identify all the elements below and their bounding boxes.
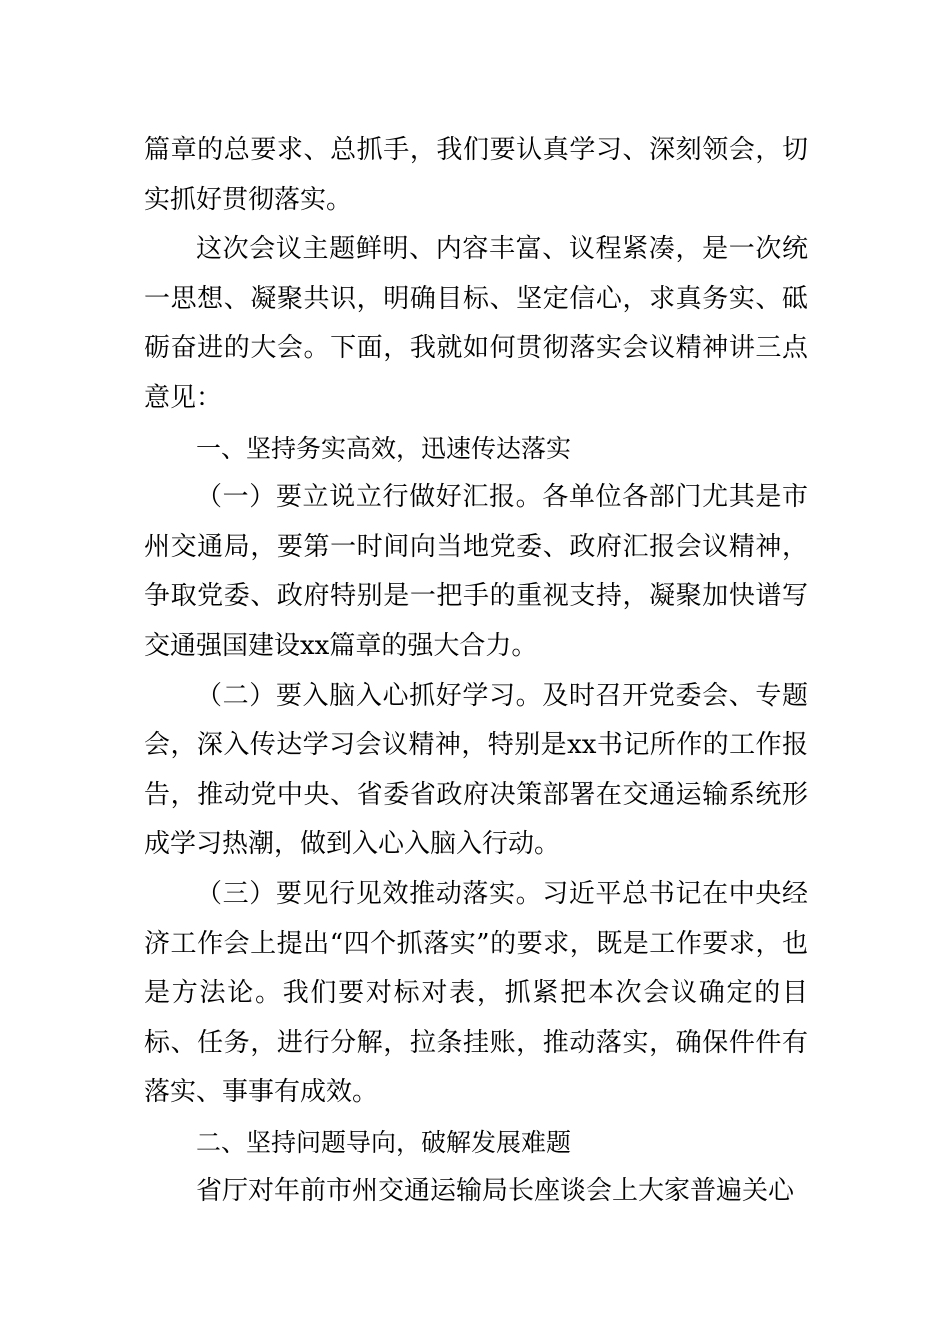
paragraph-section-2-intro: 省厅对年前市州交通运输局长座谈会上大家普遍关心 — [196, 1176, 795, 1207]
paragraph-point-1-1: （一）要立说立行做好汇报。各单位各部门尤其是市州交通局，要第一时间向当地党委、政府汇报会议精神，争取党委、政府特别是一把手的重视支持，凝聚加快谱写交通强国建设xx篇章的强大合力。 — [144, 482, 808, 661]
paragraph-continuation: 篇章的总要求、总抓手，我们要认真学习、深刻领会，切实抓好贯彻落实。 — [144, 135, 808, 215]
section-heading-1: 一、坚持务实高效，迅速传达落实 — [196, 433, 572, 463]
section-heading-2: 二、坚持问题导向，破解发展难题 — [196, 1127, 572, 1157]
document-body — [144, 126, 808, 1217]
paragraph-point-1-2: （二）要入脑入心抓好学习。及时召开党委会、专题会，深入传达学习会议精神，特别是xx书记所作的工作报告，推动党中央、省委省政府决策部署在交通运输系统形成学习热潮，做到入心入脑入行动。 — [144, 680, 808, 860]
paragraph-point-1-3: （三）要见行见效推动落实。习近平总书记在中央经济工作会上提出“四个抓落实”的要求，既是工作要求，也是方法论。我们要对标对表，抓紧把本次会议确定的目标、任务，进行分解，拉条挂账，推动落实，确保件件有落实、事事有成效。 — [144, 878, 808, 1108]
paragraph-meeting-summary: 这次会议主题鲜明、内容丰富、议程紧凑，是一次统一思想、凝聚共识，明确目标、坚定信心，求真务实、砥砺奋进的大会。下面，我就如何贯彻落实会议精神讲三点意见： — [144, 234, 808, 413]
